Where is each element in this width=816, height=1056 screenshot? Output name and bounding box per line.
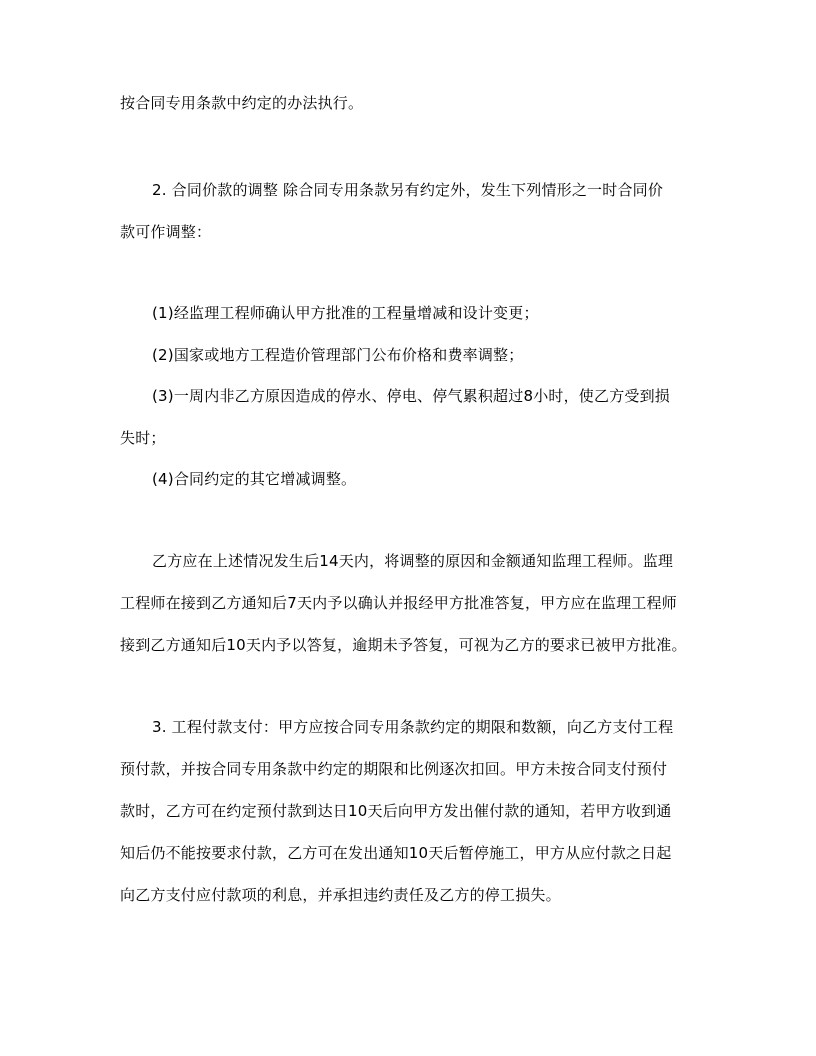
- paragraph-notice-line-1: 乙方应在上述情况发生后14天内，将调整的原因和金额通知监理工程师。监理: [152, 552, 674, 570]
- clause-3-line-1: 3. 工程付款支付：甲方应按合同专用条款约定的期限和数额，向乙方支付工程: [152, 718, 674, 736]
- list-item-1: (1)经监理工程师确认甲方批准的工程量增减和设计变更；: [152, 304, 539, 322]
- paragraph-notice-line-2: 工程师在接到乙方通知后7天内予以确认并报经甲方批准答复，甲方应在监理工程师: [120, 594, 677, 612]
- list-item-2: (2)国家或地方工程造价管理部门公布价格和费率调整；: [152, 346, 524, 364]
- clause-3-line-2: 预付款，并按合同专用条款中约定的期限和比例逐次扣回。甲方未按合同支付预付: [120, 760, 668, 778]
- clause-3-line-5: 向乙方支付应付款项的利息，并承担违约责任及乙方的停工损失。: [120, 886, 561, 904]
- clause-2-heading-line: 2. 合同价款的调整 除合同专用条款另有约定外，发生下列情形之一时合同价: [152, 181, 664, 199]
- list-item-3-continuation: 失时；: [120, 429, 166, 447]
- text-line-1: 按合同专用条款中约定的办法执行。: [120, 94, 364, 112]
- clause-2-continuation-line: 款可作调整：: [120, 223, 212, 241]
- paragraph-notice-line-3: 接到乙方通知后10天内予以答复，逾期未予答复，可视为乙方的要求已被甲方批准。: [120, 636, 687, 654]
- clause-3-line-4: 知后仍不能按要求付款，乙方可在发出通知10天后暂停施工，甲方从应付款之日起: [120, 844, 672, 862]
- list-item-3: (3)一周内非乙方原因造成的停水、停电、停气累积超过8小时，使乙方受到损: [152, 387, 670, 405]
- clause-3-line-3: 款时，乙方可在约定预付款到达日10天后向甲方发出催付款的通知，若甲方收到通: [120, 802, 672, 820]
- list-item-4: (4)合同约定的其它增减调整。: [152, 470, 357, 488]
